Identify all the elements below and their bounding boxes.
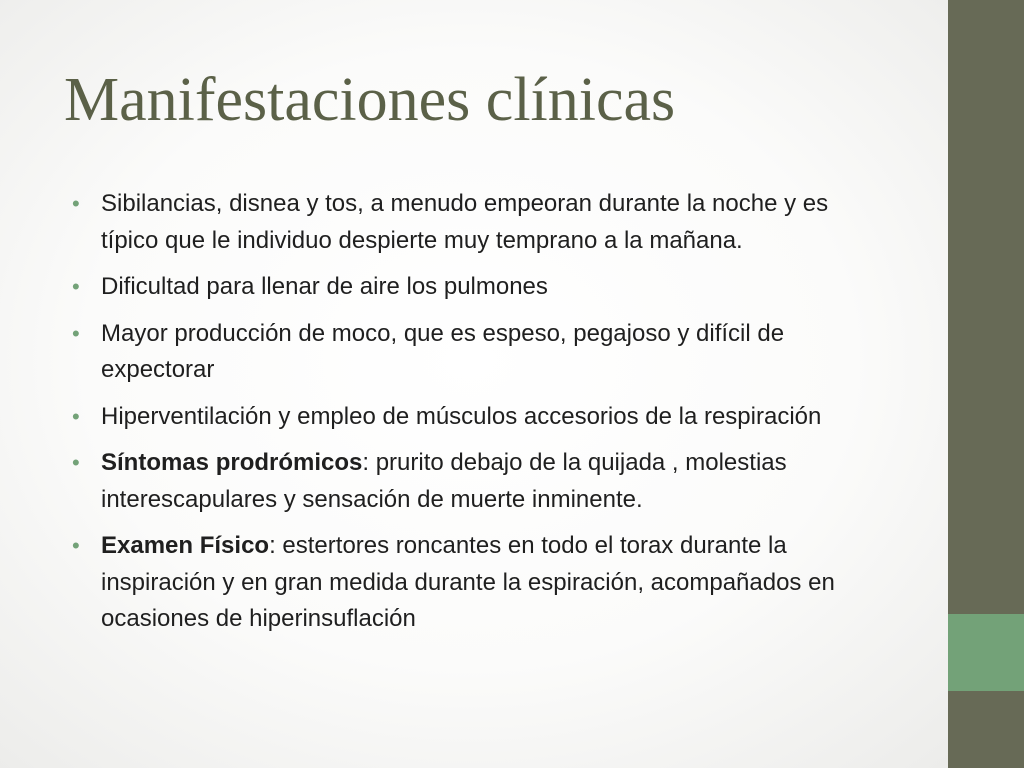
bullet-marker-icon: • (72, 320, 80, 346)
bullet-marker-icon: • (72, 533, 80, 558)
bullet-item (72, 528, 892, 638)
bullet-text: Dificultad para llenar de aire los pulmones (101, 273, 548, 300)
bullet-item (72, 316, 892, 389)
bullet-item (72, 269, 892, 306)
sidebar-accent-block (948, 614, 1024, 691)
bullet-bold-term: Examen Físico (101, 532, 270, 559)
bullet-item (72, 399, 892, 436)
bullet-text: Hiperventilación y empleo de músculos accesorios de la respiración (101, 402, 822, 430)
bullet-item (72, 445, 892, 518)
bullet-marker-icon: • (72, 403, 80, 429)
bullet-text: : prurito debajo de la quijada , molestias interescapulares y sensación de muerte inminente. (101, 449, 787, 513)
bullet-bold-term: Síntomas prodrómicos (101, 449, 363, 476)
slide-title: Manifestaciones clínicas (64, 66, 676, 134)
bullet-item (72, 186, 892, 259)
bullet-text: : estertores roncantes en todo el torax durante la inspiración y en gran medida durante la espiración, acompañados en ocasiones de hiperinsuflación (101, 532, 835, 632)
bullet-text: Mayor producción de moco, que es espeso, pegajoso y difícil de expectorar (101, 319, 785, 383)
bullet-marker-icon: • (72, 191, 80, 216)
bullet-list (72, 186, 892, 648)
bullet-marker-icon: • (72, 450, 80, 475)
bullet-marker-icon: • (72, 274, 80, 299)
bullet-text: Sibilancias, disnea y tos, a menudo empeoran durante la noche y es típico que le individuo despierte muy temprano a la mañana. (101, 190, 829, 254)
